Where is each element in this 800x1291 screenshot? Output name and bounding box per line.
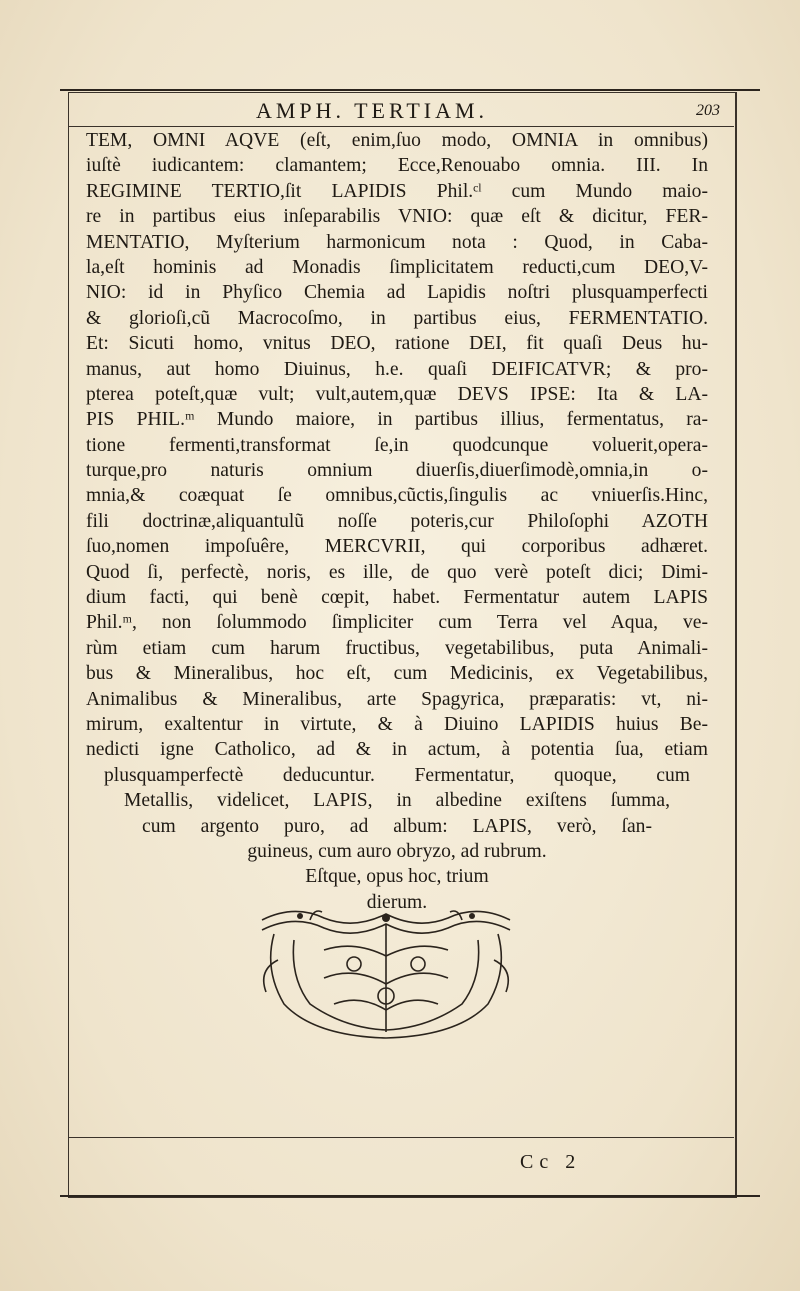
signature-mark: Cc 2 <box>520 1151 582 1173</box>
text-line: MENTATIO, Myſterium harmonicum nota : Quod, in Caba- <box>86 231 708 253</box>
text-line: REGIMINE TERTIO,ſit LAPIDIS Phil.ᶜˡ cum Mundo maio- <box>86 180 708 202</box>
text-line: re in partibus eius inſeparabilis VNIO: quæ eſt & dicitur, FER- <box>86 206 708 228</box>
text-line: rùm etiam cum harum fructibus, vegetabilibus, puta Animali- <box>86 637 708 659</box>
text-line: Metallis, videlicet, LAPIS, in albedine exiſtens ſumma, <box>124 790 670 812</box>
heraldic-ornament-icon <box>254 900 518 1040</box>
text-line: ſuo,nomen impoſuêre, MERCVRII, qui corporibus adhæret. <box>86 536 708 558</box>
text-line: cum argento puro, ad album: LAPIS, verò, ſan- <box>142 815 652 837</box>
text-line: nedicti igne Catholico, ad & in actum, à potentia ſua, etiam <box>86 739 708 761</box>
bottom-rule <box>60 1195 760 1197</box>
text-line: Quod ſi, perfectè, noris, es ille, de quo verè poteſt dici; Dimi- <box>86 561 708 583</box>
text-line: Eſtque, opus hoc, trium <box>305 866 489 888</box>
text-line: plusquamperfectè deducuntur. Fermentatur, quoque, cum <box>104 764 690 786</box>
text-line: Phil.ᵐ, non ſolummodo ſimpliciter cum Terra vel Aqua, ve- <box>86 612 708 634</box>
text-line: manus, aut homo Diuinus, h.e. quaſi DEIFICATVR; & pro- <box>86 358 708 380</box>
text-line: Animalibus & Mineralibus, arte Spagyrica, præparatis: vt, ni- <box>86 688 708 710</box>
top-rule <box>60 89 760 91</box>
text-line: mnia,& coæquat ſe omnibus,cũctis,ſingulis ac vniuerſis.Hinc, <box>86 485 708 507</box>
text-line: dium facti, qui benè cœpit, habet. Fermentatur autem LAPIS <box>86 587 708 609</box>
text-line: PIS PHIL.ᵐ Mundo maiore, in partibus illius, fermentatus, ra- <box>86 409 708 431</box>
text-line: la,eſt hominis ad Monadis ſimplicitatem reducti,cum DEO,V- <box>86 256 708 278</box>
running-title: AMPH. TERTIAM. <box>255 98 489 123</box>
page-number: 203 <box>696 102 720 119</box>
text-line: iuſtè iudicantem: clamantem; Ecce,Renouabo omnia. III. In <box>86 155 708 177</box>
body-text <box>86 128 708 915</box>
text-line: Et: Sicuti homo, vnitus DEO, ratione DEI, fit quaſi Deus hu- <box>86 333 708 355</box>
text-line: guineus, cum auro obryzo, ad rubrum. <box>247 840 547 862</box>
header-rule <box>68 126 734 127</box>
running-header <box>68 98 720 124</box>
text-line: fili doctrinæ,aliquantulũ noſſe poteris,cur Philoſophi AZOTH <box>86 510 708 532</box>
footer-rule <box>68 1137 734 1138</box>
text-line: pterea poteſt,quæ vult; vult,autem,quæ DEVS IPSE: Ita & LA- <box>86 383 708 405</box>
text-line: tione fermenti,transformat ſe,in quodcunque voluerit,opera- <box>86 434 708 456</box>
text-line: bus & Mineralibus, hoc eſt, cum Medicinis, ex Vegetabilibus, <box>86 663 708 685</box>
text-line: & glorioſi,cũ Macrocoſmo, in partibus eius, FERMENTATIO. <box>86 307 708 329</box>
text-line: dierum. <box>366 891 428 913</box>
text-line: NIO: id in Phyſico Chemia ad Lapidis noſtri plusquamperfecti <box>86 282 708 304</box>
text-line: TEM, OMNI AQVE (eſt, enim,ſuo modo, OMNIA in omnibus) <box>86 130 708 151</box>
text-line: mirum, exaltentur in virtute, & à Diuino LAPIDIS huius Be- <box>86 713 708 735</box>
text-line: turque,pro naturis omnium diuerſis,diuerſimodè,omnia,in o- <box>86 460 708 482</box>
